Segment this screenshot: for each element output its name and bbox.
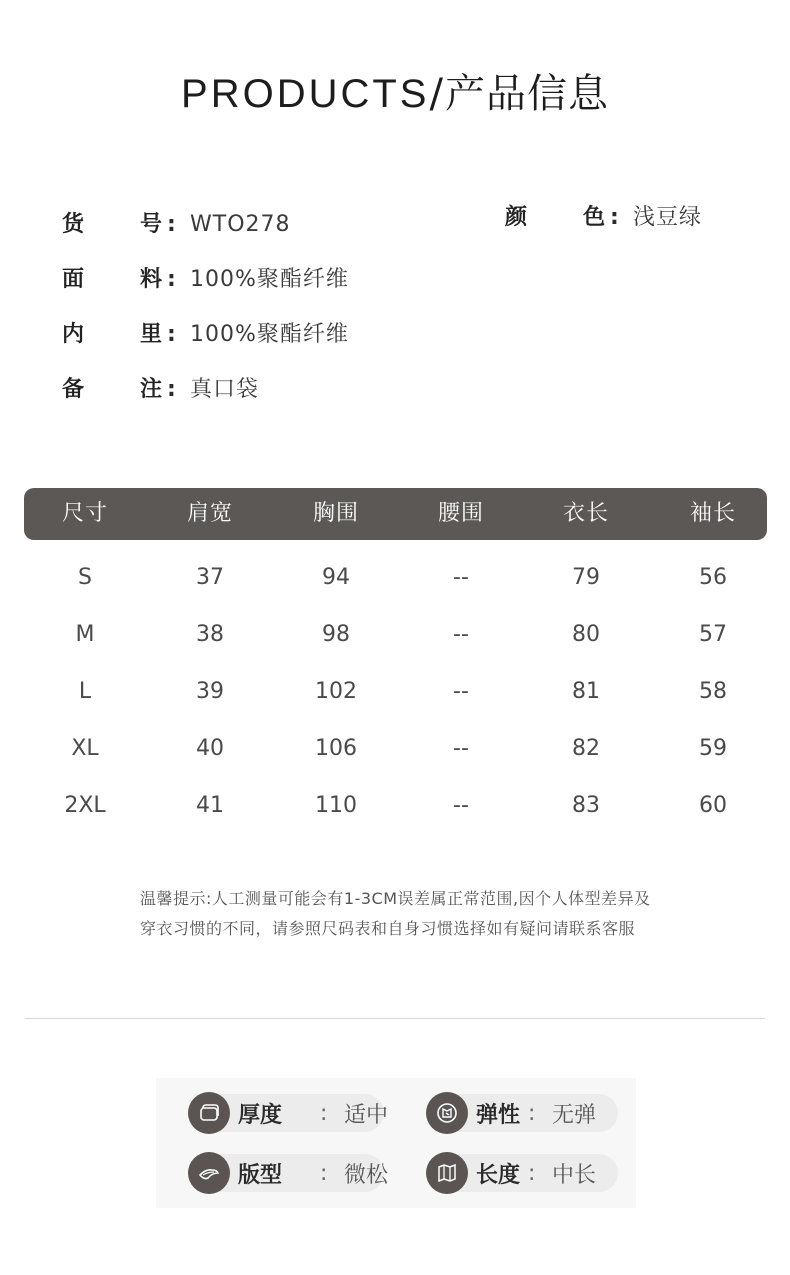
table-cell: 80	[572, 622, 600, 647]
table-cell: 59	[699, 736, 727, 761]
table-row	[0, 729, 790, 769]
info-key-char-2: 色	[583, 205, 606, 230]
table-cell: 94	[322, 565, 350, 590]
table-cell: 110	[315, 793, 357, 818]
feature-label: 弹性	[476, 1102, 521, 1128]
column-header-shoulder: 肩宽	[186, 501, 233, 526]
table-cell: 56	[699, 565, 727, 590]
table-cell: L	[78, 679, 92, 704]
table-row	[0, 786, 790, 826]
info-colon: :	[167, 267, 176, 292]
table-cell: S	[78, 565, 92, 590]
info-value: 浅豆绿	[633, 205, 703, 230]
feature-colon: :	[320, 1100, 328, 1126]
feature-fit	[190, 1154, 389, 1192]
table-cell: 38	[196, 622, 224, 647]
divider	[25, 1018, 765, 1019]
feature-value: 微松	[344, 1162, 389, 1188]
title-chinese: 产品信息	[444, 71, 609, 117]
size-table-header	[24, 488, 767, 540]
table-row	[0, 672, 790, 712]
info-key	[62, 375, 166, 405]
info-key-char-2: 里	[140, 322, 163, 347]
table-row	[0, 558, 790, 598]
table-cell: --	[453, 679, 469, 704]
table-cell: 98	[322, 622, 350, 647]
table-cell: --	[453, 736, 469, 761]
feature-colon: :	[320, 1160, 328, 1186]
info-key-char-1: 备	[62, 377, 85, 402]
info-key-char-1: 面	[62, 267, 85, 292]
table-cell: 37	[196, 565, 224, 590]
table-cell: XL	[71, 736, 99, 761]
column-header-size: 尺寸	[61, 501, 108, 526]
column-header-chest: 胸围	[312, 501, 359, 526]
table-cell: 58	[699, 679, 727, 704]
fabric-icon	[188, 1152, 230, 1194]
layers-icon	[188, 1092, 230, 1134]
feature-elasticity	[428, 1094, 618, 1132]
feature-value: 无弹	[552, 1102, 597, 1128]
table-cell: --	[453, 622, 469, 647]
note-line-2: 穿衣习惯的不同，请参照尺码表和自身习惯选择如有疑问请联系客服	[140, 919, 636, 938]
info-key	[62, 320, 166, 350]
column-header-waist: 腰围	[437, 501, 484, 526]
table-cell: 102	[315, 679, 357, 704]
info-colon: :	[167, 377, 176, 402]
table-cell: 41	[196, 793, 224, 818]
title-english: PRODUCTS	[181, 72, 430, 116]
info-key	[62, 265, 166, 295]
info-value: WTO278	[190, 212, 291, 237]
table-cell: 57	[699, 622, 727, 647]
feature-colon: :	[528, 1160, 536, 1186]
feature-thickness	[190, 1094, 389, 1132]
feature-label: 厚度	[238, 1102, 283, 1128]
info-colon: :	[167, 322, 176, 347]
title-separator: /	[429, 71, 445, 117]
info-value: 100%聚酯纤维	[190, 322, 349, 347]
info-key-char-1: 内	[62, 322, 85, 347]
table-cell: 2XL	[64, 793, 106, 818]
info-key-char-1: 货	[62, 212, 85, 237]
table-cell: 40	[196, 736, 224, 761]
column-header-sleeve: 袖长	[689, 501, 736, 526]
feature-colon: :	[528, 1100, 536, 1126]
note-line-1: 温馨提示:人工测量可能会有1-3CM误差属正常范围,因个人体型差异及	[140, 889, 651, 908]
table-cell: 79	[572, 565, 600, 590]
info-key-char-2: 号	[140, 212, 163, 237]
table-cell: 39	[196, 679, 224, 704]
table-cell: 106	[315, 736, 357, 761]
feature-value: 中长	[552, 1162, 597, 1188]
page-title	[0, 62, 790, 119]
feature-panel	[156, 1078, 636, 1208]
table-cell: 83	[572, 793, 600, 818]
table-cell: 60	[699, 793, 727, 818]
feature-value: 适中	[344, 1102, 389, 1128]
info-key	[62, 210, 166, 240]
ruler-icon	[426, 1152, 468, 1194]
feature-label: 版型	[238, 1162, 283, 1188]
info-colon: :	[610, 205, 619, 230]
feature-label: 长度	[476, 1162, 521, 1188]
table-row	[0, 615, 790, 655]
shirt-icon	[426, 1092, 468, 1134]
table-cell: M	[75, 622, 95, 647]
info-key-char-2: 注	[140, 377, 163, 402]
table-cell: --	[453, 793, 469, 818]
info-value: 真口袋	[190, 377, 260, 402]
table-cell: --	[453, 565, 469, 590]
column-header-length: 衣长	[562, 501, 609, 526]
table-cell: 82	[572, 736, 600, 761]
info-key	[505, 203, 609, 233]
info-key-char-2: 料	[140, 267, 163, 292]
info-key-char-1: 颜	[505, 205, 528, 230]
info-colon: :	[167, 212, 176, 237]
info-value: 100%聚酯纤维	[190, 267, 349, 292]
feature-length	[428, 1154, 618, 1192]
table-cell: 81	[572, 679, 600, 704]
